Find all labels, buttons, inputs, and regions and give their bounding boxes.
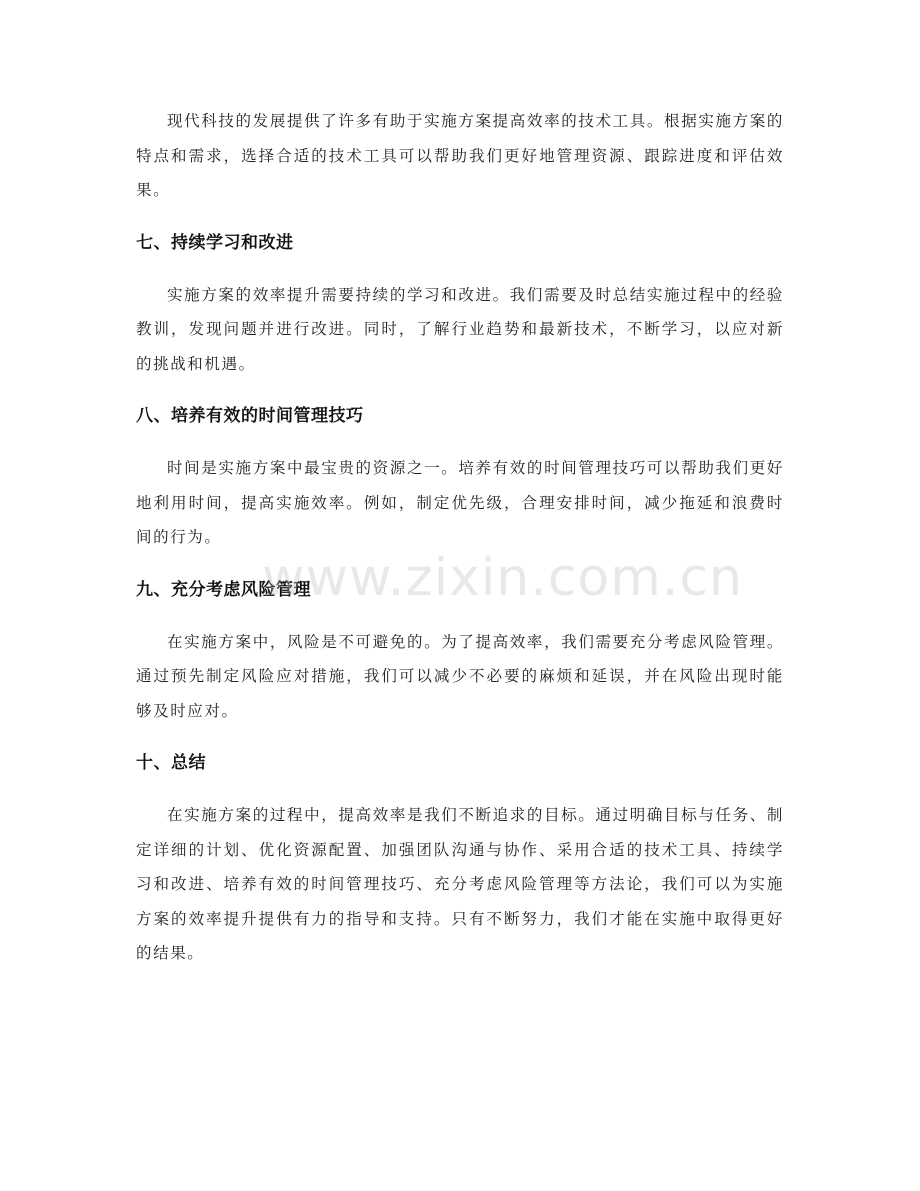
watermark: www.zixin.com.cn [262,548,743,608]
section-heading-7: 七、持续学习和改进 [136,232,294,253]
section-body-7: 实施方案的效率提升需要持续的学习和改进。我们需要及时总结实施过程中的经验教训，发现问题并进行改进。同时，了解行业趋势和最新技术，不断学习，以应对新的挑战和机遇。 [136,285,784,373]
section-heading-10: 十、总结 [136,753,206,773]
document-page [136,104,784,971]
intro-paragraph: 现代科技的发展提供了许多有助于实施方案提高效率的技术工具。根据实施方案的特点和需求，选择合适的技术工具可以帮助我们更好地管理资源、跟踪进度和评估效果。 [136,112,784,199]
section-heading-8: 八、培养有效的时间管理技巧 [136,406,364,426]
section-body-9: 在实施方案中，风险是不可避免的。为了提高效率，我们需要充分考虑风险管理。通过预先制定风险应对措施，我们可以减少不必要的麻烦和延误，并在风险出现时能够及时应对。 [136,632,784,720]
section-body-10: 在实施方案的过程中，提高效率是我们不断追求的目标。通过明确目标与任务、制定详细的计划、优化资源配置、加强团队沟通与协作、采用合适的技术工具、持续学习和改进、培养有效的时间管理技巧、充分考虑风险管理等方法论，我们可以为实施方案的效率提升提供有力的指导和支持。只有不断努力，我们才能在实施中取得更好的结果。 [136,806,784,962]
section-body-8: 时间是实施方案中最宝贵的资源之一。培养有效的时间管理技巧可以帮助我们更好地利用时间，提高实施效率。例如，制定优先级，合理安排时间，减少拖延和浪费时间的行为。 [136,459,784,546]
section-heading-9: 九、充分考虑风险管理 [136,579,311,600]
